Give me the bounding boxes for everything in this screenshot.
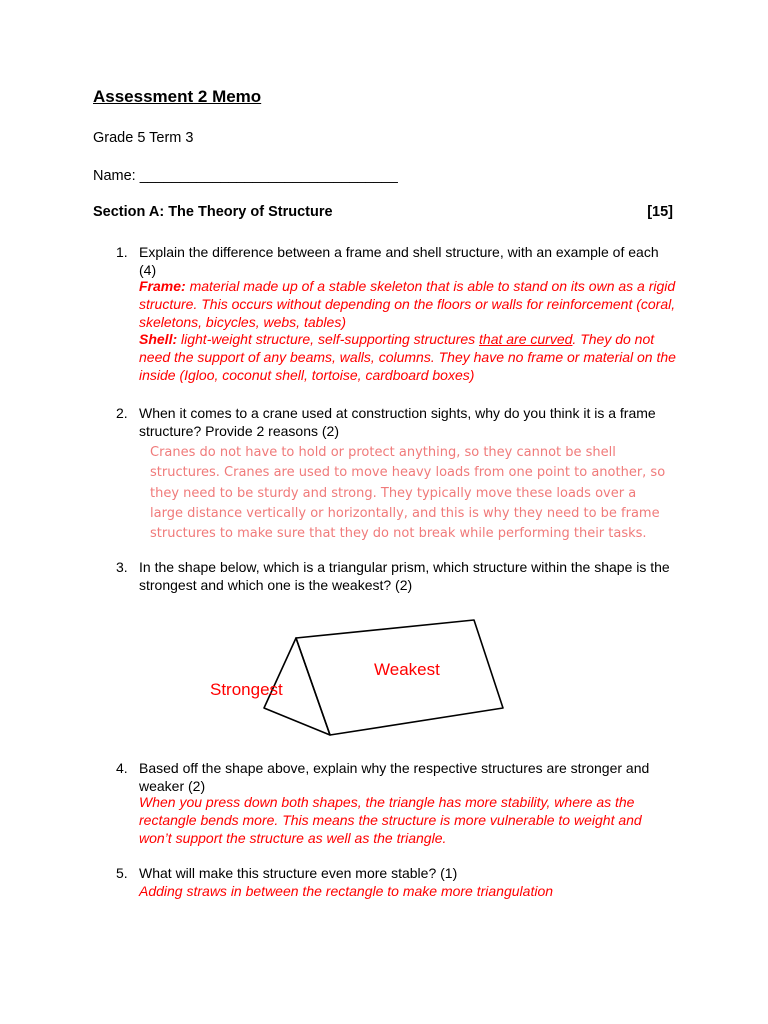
question-4-answer: When you press down both shapes, the triangle has more stability, where as the rectangle bends more. This means the structure is more vulnerable to weight and won’t support the structure as well as the triangle. (139, 794, 642, 846)
shell-answer-underlined: that are curved (479, 331, 573, 347)
question-1-number: 1. (116, 244, 128, 260)
shell-answer-text-b: . They do not need the support of any beams, walls, columns. They have no frame or material on the inside (Igloo, coconut shell, tortoise, cardboard boxes) (139, 331, 676, 383)
question-4-text: Based off the shape above, explain why the respective structures are stronger and weaker (2) (139, 760, 650, 794)
section-marks: [15] (647, 204, 673, 220)
question-2-answer: Cranes do not have to hold or protect anything, so they cannot be shell structures. Cranes are used to move heavy loads from one point to another, so they need to be sturdy and strong. They typically move these loads over a large distance vertically or horizontally, and this is why they need to be frame structures to make sure that they do not break while performing their tasks. (150, 445, 666, 542)
question-2-text: When it comes to a crane used at construction sights, why do you think it is a frame structure? Provide 2 reasons (2) (139, 405, 656, 439)
grade-term: Grade 5 Term 3 (93, 130, 194, 146)
question-5-answer: Adding straws in between the rectangle to make more triangulation (139, 883, 554, 899)
name-line: Name: ________________________________ (93, 168, 398, 184)
question-2-number: 2. (116, 405, 128, 421)
question-3-text: In the shape below, which is a triangular prism, which structure within the shape is the strongest and which one is the weakest? (2) (139, 559, 670, 593)
question-3-number: 3. (116, 559, 128, 575)
section-title: Section A: The Theory of Structure (93, 204, 333, 220)
label-strongest: Strongest (210, 680, 283, 699)
document-title: Assessment 2 Memo (93, 87, 262, 106)
question-5-number: 5. (116, 865, 128, 881)
shell-answer-text-a: light-weight structure, self-supporting structures (177, 331, 480, 347)
question-1-text: Explain the difference between a frame and shell structure, with an example of each (4) (139, 244, 659, 278)
frame-answer-text: material made up of a stable skeleton that is able to stand on its own as a rigid structure. This occurs without depending on the floors or walls for reinforcement (coral, skeletons, bicycles, webs, tables) (139, 278, 676, 330)
label-weakest: Weakest (374, 660, 440, 679)
question-4-number: 4. (116, 760, 128, 776)
frame-label: Frame: (139, 278, 186, 294)
question-5-text: What will make this structure even more stable? (1) (139, 865, 458, 881)
shell-label: Shell: (139, 331, 178, 347)
